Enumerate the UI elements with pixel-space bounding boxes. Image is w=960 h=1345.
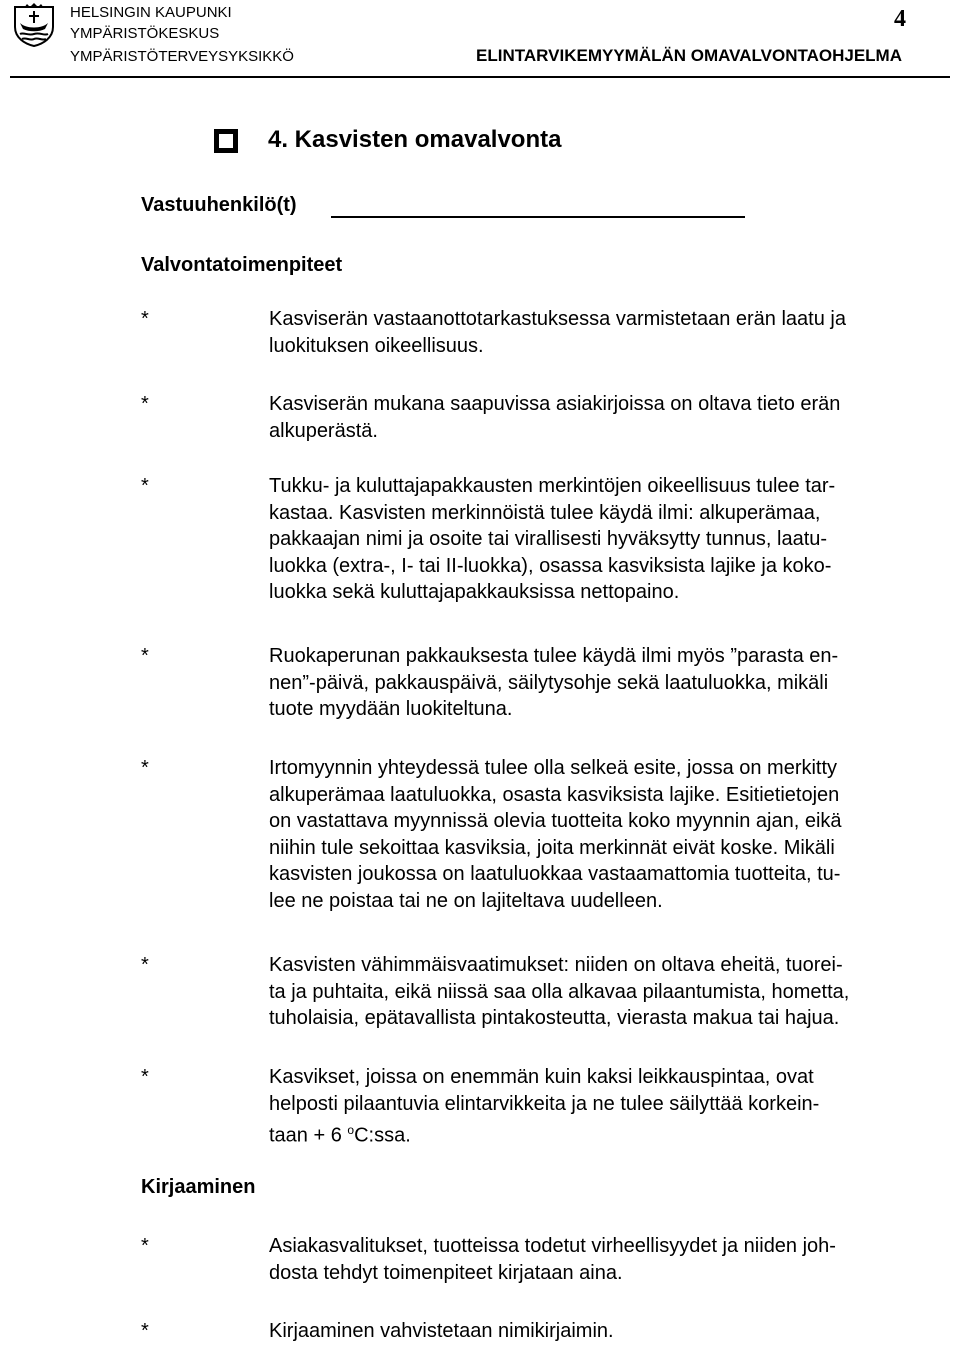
list-item-text: Kasvikset, joissa on enemmän kuin kaksi leikkauspintaa, ovat helposti pilaantuvia elintarvikkeita ja ne tulee säilyttää korkein- taan + 6 $^o$C:ssa. — [269, 1064, 960, 1149]
recording-heading: Kirjaaminen — [141, 1176, 256, 1198]
bullet-marker: * — [141, 393, 149, 415]
list-item-text: Asiakasvalitukset, tuotteissa todetut virheellisyydet ja niiden joh- dosta tehdyt toimenpiteet kirjataan aina. — [269, 1235, 836, 1284]
bullet-marker: * — [141, 1320, 149, 1342]
list-item-text: Kasviserän vastaanottotarkastuksessa varmistetaan erän laatu ja luokituksen oikeellisuus. — [269, 308, 846, 357]
bullet-marker: * — [141, 1066, 149, 1088]
header-divider — [10, 76, 950, 78]
org-name: HELSINGIN KAUPUNKI — [70, 4, 232, 21]
list-item-text: Tukku- ja kuluttajapakkausten merkintöjen oikeellisuus tulee tar- kastaa. Kasvisten merkinnöistä tulee käydä ilmi: alkuperämaa, pakkaajan nimi ja osoite tai virallisesti hyväksytty tunnus, laatu- luokka (extra-, I- tai II-luokka), osassa kasviksista lajike ja koko- luokka sekä kuluttajapakkauksissa nettopaino. — [269, 475, 836, 603]
document-title: ELINTARVIKEMYYMÄLÄN OMAVALVONTAOHJELMA — [476, 46, 902, 65]
list-item-text: Kirjaaminen vahvistetaan nimikirjaimin. — [269, 1320, 614, 1342]
list-item-text: Irtomyynnin yhteydessä tulee olla selkeä esite, jossa on merkitty alkuperämaa laatuluokka, osasta kasviksista lajike. Esitietietojen on vastattava myynnissä olevia tuotteita koko myynnin ajan, eikä niihin tule sekoittaa kasviksia, joita merkinnät eivät koske. Mikäli kasvisten joukossa on laatuluokkaa vastaamattomia tuotteita, tu- lee ne poistaa tai ne on lajiteltava uudelleen. — [269, 757, 842, 912]
checkbox-icon[interactable] — [214, 129, 238, 153]
org-department: YMPÄRISTÖKESKUS — [70, 25, 220, 42]
responsible-label: Vastuuhenkilö(t) — [141, 194, 297, 216]
bullet-marker: * — [141, 308, 149, 330]
list-item-text: Kasviserän mukana saapuvissa asiakirjoissa on oltava tieto erän alkuperästä. — [269, 393, 841, 442]
storage-temperature-line: taan + 6 $^o$C:ssa. — [269, 1123, 411, 1147]
section-title: 4. Kasvisten omavalvonta — [268, 126, 562, 153]
actions-heading: Valvontatoimenpiteet — [141, 254, 343, 276]
bullet-marker: * — [141, 475, 149, 497]
helsinki-crest-icon — [12, 3, 56, 47]
bullet-marker: * — [141, 645, 149, 667]
page-number: 4 — [894, 6, 906, 32]
bullet-marker: * — [141, 757, 149, 779]
list-item-text: Kasvisten vähimmäisvaatimukset: niiden on oltava eheitä, tuorei- ta ja puhtaita, eikä niissä saa olla alkavaa pilaantumista, hometta, tuholaisia, epätavallista pintakosteutta, vierasta makua tai hajua. — [269, 954, 850, 1029]
org-unit: YMPÄRISTÖTERVEYSYKSIKKÖ — [70, 48, 294, 65]
bullet-marker: * — [141, 1235, 149, 1257]
bullet-marker: * — [141, 954, 149, 976]
responsible-input[interactable] — [331, 216, 745, 218]
list-item-text: Ruokaperunan pakkauksesta tulee käydä ilmi myös ”parasta en- nen”-päivä, pakkauspäivä, säilytysohje sekä laatuluokka, mikäli tuote myydään luokiteltuna. — [269, 645, 839, 720]
